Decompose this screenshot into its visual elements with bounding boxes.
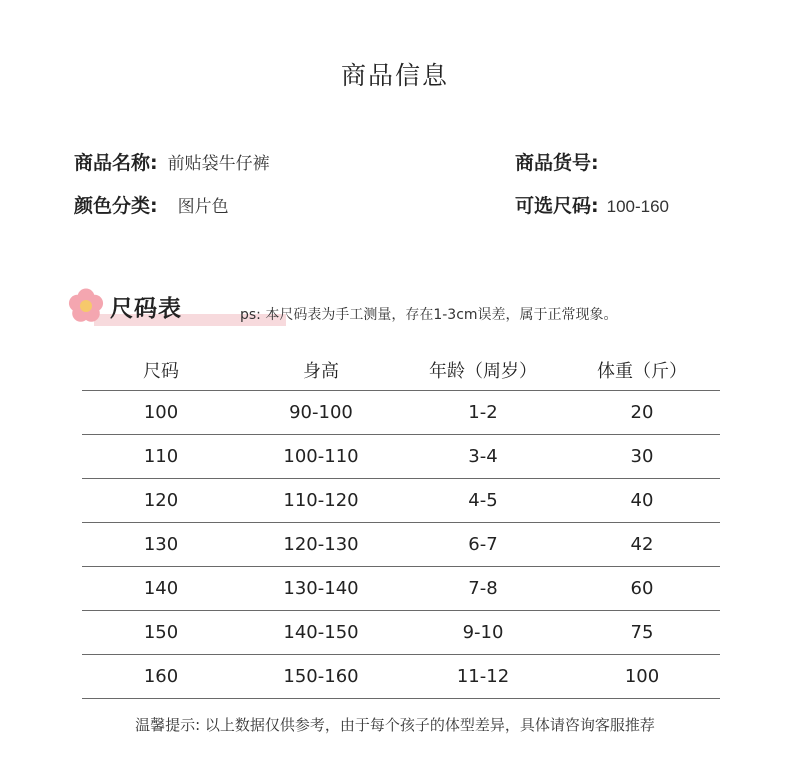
cell-age: 6-7 (402, 523, 564, 567)
measurement-note: ps: 本尺码表为手工测量，存在1-3cm误差，属于正常现象。 (240, 307, 618, 323)
header-size: 尺码 (143, 361, 179, 382)
cell-age: 11-12 (402, 655, 564, 699)
item-number-row (515, 148, 599, 175)
cell-size: 100 (82, 391, 240, 435)
cell-age: 1-2 (402, 391, 564, 435)
table-row (82, 523, 720, 567)
size-range-label: 可选尺码: (515, 195, 599, 217)
cell-height: 150-160 (240, 655, 402, 699)
flower-icon (66, 286, 106, 326)
product-name-value: 前贴袋牛仔裤 (167, 154, 270, 174)
cell-height: 120-130 (240, 523, 402, 567)
size-range-value: 100-160 (606, 197, 669, 216)
color-label: 颜色分类: (74, 195, 158, 217)
header-age: 年龄（周岁） (429, 361, 537, 382)
cell-weight: 100 (564, 655, 720, 699)
cell-size: 140 (82, 567, 240, 611)
cell-size: 160 (82, 655, 240, 699)
cell-size: 110 (82, 435, 240, 479)
size-table (82, 350, 720, 699)
cell-weight: 42 (564, 523, 720, 567)
table-row (82, 611, 720, 655)
cell-age: 9-10 (402, 611, 564, 655)
cell-size: 150 (82, 611, 240, 655)
cell-height: 110-120 (240, 479, 402, 523)
size-range-row (515, 191, 669, 218)
cell-size: 120 (82, 479, 240, 523)
cell-age: 4-5 (402, 479, 564, 523)
table-row (82, 655, 720, 699)
table-row (82, 391, 720, 435)
cell-size: 130 (82, 523, 240, 567)
footer-tip: 温馨提示: 以上数据仅供参考，由于每个孩子的体型差异，具体请咨询客服推荐 (135, 716, 655, 734)
cell-weight: 60 (564, 567, 720, 611)
cell-height: 100-110 (240, 435, 402, 479)
table-row (82, 479, 720, 523)
table-row (82, 435, 720, 479)
cell-height: 140-150 (240, 611, 402, 655)
header-height: 身高 (303, 361, 339, 382)
cell-weight: 20 (564, 391, 720, 435)
color-row (74, 191, 229, 218)
page-title: 商品信息 (340, 61, 449, 90)
color-value: 图片色 (177, 197, 229, 217)
size-chart-title: 尺码表 (110, 296, 182, 322)
item-number-label: 商品货号: (515, 152, 599, 174)
cell-height: 130-140 (240, 567, 402, 611)
table-header-row (82, 350, 720, 391)
cell-height: 90-100 (240, 391, 402, 435)
cell-weight: 40 (564, 479, 720, 523)
product-name-label: 商品名称: (74, 152, 158, 174)
header-weight: 体重（斤） (597, 361, 687, 382)
size-chart-heading (66, 284, 226, 328)
cell-age: 7-8 (402, 567, 564, 611)
cell-weight: 75 (564, 611, 720, 655)
cell-weight: 30 (564, 435, 720, 479)
cell-age: 3-4 (402, 435, 564, 479)
table-row (82, 567, 720, 611)
product-name-row (74, 148, 270, 175)
